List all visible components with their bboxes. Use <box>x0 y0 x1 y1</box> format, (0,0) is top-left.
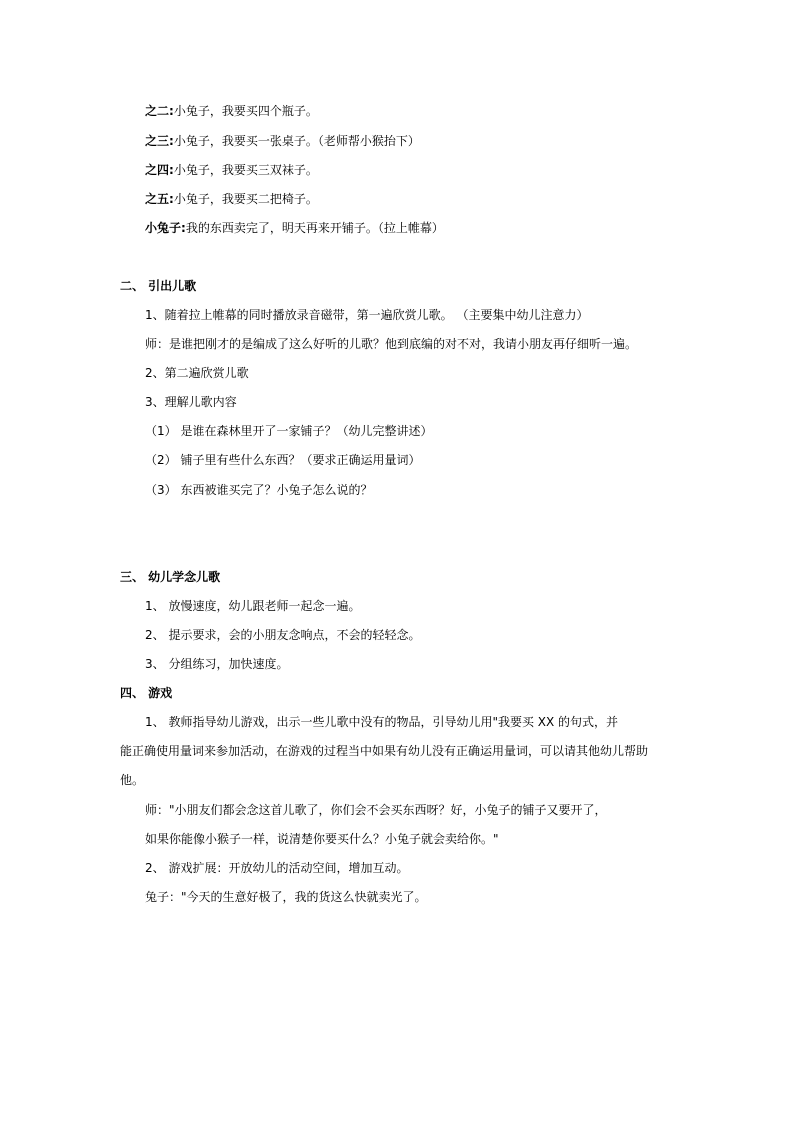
list-item: （3） 东西被谁买完了？小兔子怎么说的？ <box>145 483 373 497</box>
paragraph-line: 3、理解儿歌内容 <box>145 395 237 409</box>
dialogue-text: 小兔子，我要买一张桌子。（老师帮小猴抬下） <box>173 134 420 148</box>
paragraph-line: 1、 教师指导幼儿游戏，出示一些儿歌中没有的物品，引导幼儿用"我要买 XX 的句式，并 <box>145 715 619 729</box>
dialogue-line <box>145 103 318 119</box>
list-item: 3、 分组练习，加快速度。 <box>145 657 289 671</box>
section-heading: 二、 引出儿歌 <box>120 279 197 293</box>
speaker-label: 小兔子: <box>145 221 186 235</box>
dialogue-text: 我的东西卖完了，明天再来开铺子。（拉上帷幕） <box>185 221 444 235</box>
paragraph-line: 2、第二遍欣赏儿歌 <box>145 366 249 380</box>
dialogue-text: 小兔子，我要买四个瓶子。 <box>173 104 318 118</box>
list-item: （1） 是谁在森林里开了一家铺子？（幼儿完整讲述） <box>145 424 433 438</box>
paragraph-line: 师：是谁把刚才的是编成了这么好听的儿歌？他到底编的对不对，我请小朋友再仔细听一遍。 <box>145 337 638 351</box>
paragraph-line: 师："小朋友们都会念这首儿歌了，你们会不会买东西呀？好，小兔子的铺子又要开了， <box>145 803 607 817</box>
list-item: 2、 提示要求，会的小朋友念响点，不会的轻轻念。 <box>145 628 421 642</box>
paragraph-line: 如果你能像小猴子一样，说清楚你要买什么？小兔子就会卖给你。" <box>145 832 499 846</box>
list-item: 1、 放慢速度，幼儿跟老师一起念一遍。 <box>145 599 361 613</box>
dialogue-line <box>145 133 420 149</box>
dialogue-line <box>145 220 444 236</box>
speaker-label: 之五: <box>145 192 174 206</box>
paragraph-line: 兔子："今天的生意好极了，我的货这么快就卖光了。 <box>145 890 427 904</box>
dialogue-line <box>145 191 318 207</box>
paragraph-line: 能正确使用量词来参加活动，在游戏的过程当中如果有幼儿没有正确运用量词，可以请其他幼儿帮助 <box>120 744 649 758</box>
section-heading: 四、 游戏 <box>120 686 173 700</box>
dialogue-text: 小兔子，我要买二把椅子。 <box>173 192 318 206</box>
paragraph-line: 2、 游戏扩展：开放幼儿的活动空间，增加互动。 <box>145 861 409 875</box>
speaker-label: 之二: <box>145 104 174 118</box>
speaker-label: 之三: <box>145 134 174 148</box>
section-heading: 三、 幼儿学念儿歌 <box>120 570 221 584</box>
dialogue-text: 小兔子，我要买三双袜子。 <box>173 163 318 177</box>
paragraph-line: 他。 <box>120 773 145 787</box>
paragraph-line: 1、随着拉上帷幕的同时播放录音磁带，第一遍欣赏儿歌。 （主要集中幼儿注意力） <box>145 308 589 322</box>
dialogue-line <box>145 162 318 178</box>
list-item: （2） 铺子里有些什么东西？（要求正确运用量词） <box>145 453 421 467</box>
speaker-label: 之四: <box>145 163 174 177</box>
